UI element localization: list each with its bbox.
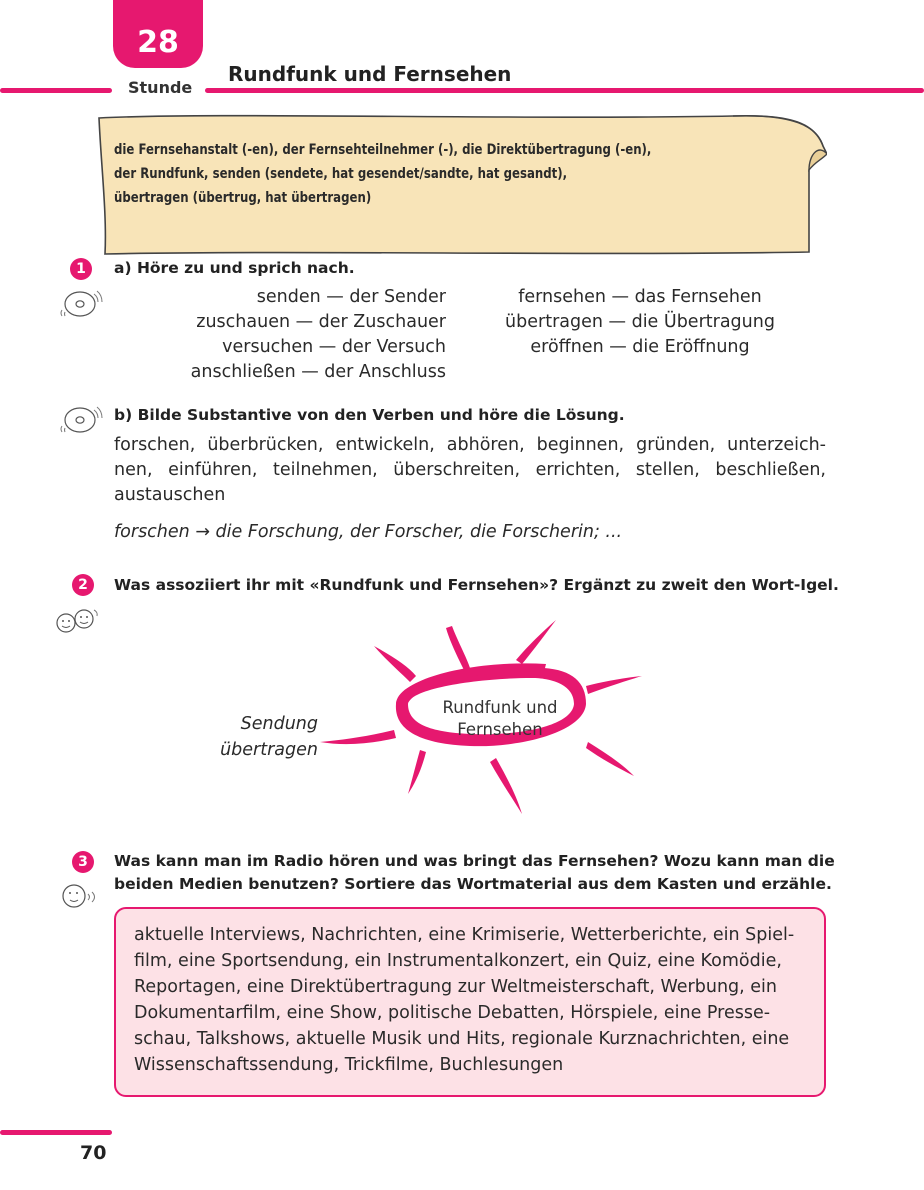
lesson-number-tab [113, 0, 203, 68]
exercise-3-task-line-2: beiden Medien benutzen? Sortiere das Wortmaterial aus dem Kasten und erzähle. [114, 875, 832, 893]
word-material-text [134, 922, 806, 1078]
lesson-number: 28 [137, 25, 179, 60]
hedgehog-center-line-2: Fernsehen [457, 720, 543, 739]
header-rule-right [205, 88, 924, 93]
vocabulary-scroll [93, 114, 827, 256]
exercise-1a-task: a) Höre zu und sprich nach. [114, 259, 355, 277]
hedgehog-center-line-1: Rundfunk und [442, 698, 558, 717]
word-material-line: Dokumentarfilm, eine Show, politische Debatten, Hörspiele, eine Presse- [134, 1003, 771, 1023]
hedgehog-example: Sendung [240, 714, 318, 734]
word-pair-right: übertragen — die Übertragung [505, 312, 775, 332]
vocab-line-1: die Fernsehanstalt (-en), der Fernsehteilnehmer (-), die Direktübertragung (-en), [114, 142, 652, 158]
vocab-line-2: der Rundfunk, senden (sendete, hat gesendet/sandte, hat gesandt), [114, 166, 568, 182]
word-pair-left: zuschauen — der Zuschauer [196, 312, 446, 332]
footer-rule [0, 1130, 112, 1135]
page-title: Rundfunk und Fernsehen [228, 62, 512, 86]
exercise-3-badge: 3 [72, 851, 94, 873]
pair-work-icon [52, 606, 102, 636]
word-material-line: Wissenschaftssendung, Trickfilme, Buchlesungen [134, 1055, 564, 1075]
cd-audio-icon[interactable] [58, 404, 104, 434]
exercise-1b-task: b) Bilde Substantive von den Verben und höre die Lösung. [114, 406, 625, 424]
speaking-icon [58, 880, 102, 912]
word-pair-right: eröffnen — die Eröffnung [530, 337, 750, 357]
word-material-line: schau, Talkshows, aktuelle Musik und Hits, regionale Kurznachrichten, eine [134, 1029, 790, 1049]
verb-list-line-2: nen, einführen, teilnehmen, überschreiten, errichten, stellen, beschließen, [114, 460, 826, 480]
word-hedgehog-diagram [300, 612, 660, 822]
word-pair-left: senden — der Sender [256, 287, 446, 307]
example-line: forschen → die Forschung, der Forscher, die Forscherin; ... [114, 522, 623, 542]
word-material-line: film, eine Sportsendung, ein Instrumentalkonzert, ein Quiz, eine Komödie, [134, 951, 782, 971]
page-number: 70 [80, 1142, 107, 1164]
word-material-line: aktuelle Interviews, Nachrichten, eine Krimiserie, Wetterberichte, ein Spiel- [134, 925, 795, 945]
word-pair-right: fernsehen — das Fernsehen [518, 287, 762, 307]
exercise-2-task: Was assoziiert ihr mit «Rundfunk und Fernsehen»? Ergänzt zu zweit den Wort-Igel. [114, 576, 839, 594]
word-pair-left: anschließen — der Anschluss [190, 362, 446, 382]
vocab-line-3: übertragen (übertrug, hat übertragen) [114, 190, 372, 206]
header-rule-left [0, 88, 112, 93]
exercise-1-badge: 1 [70, 258, 92, 280]
exercise-3-task-line-1: Was kann man im Radio hören und was bringt das Fernsehen? Wozu kann man die [114, 852, 835, 870]
lesson-label: Stunde [128, 78, 193, 97]
hedgehog-example: übertragen [220, 740, 318, 760]
exercise-2-badge: 2 [72, 574, 94, 596]
word-pair-left: versuchen — der Versuch [222, 337, 446, 357]
word-material-line: Reportagen, eine Direktübertragung zur Weltmeisterschaft, Werbung, ein [134, 977, 777, 997]
verb-list-line-1: forschen, überbrücken, entwickeln, abhören, beginnen, gründen, unterzeich- [114, 435, 826, 455]
verb-list-line-3: austauschen [114, 485, 226, 505]
